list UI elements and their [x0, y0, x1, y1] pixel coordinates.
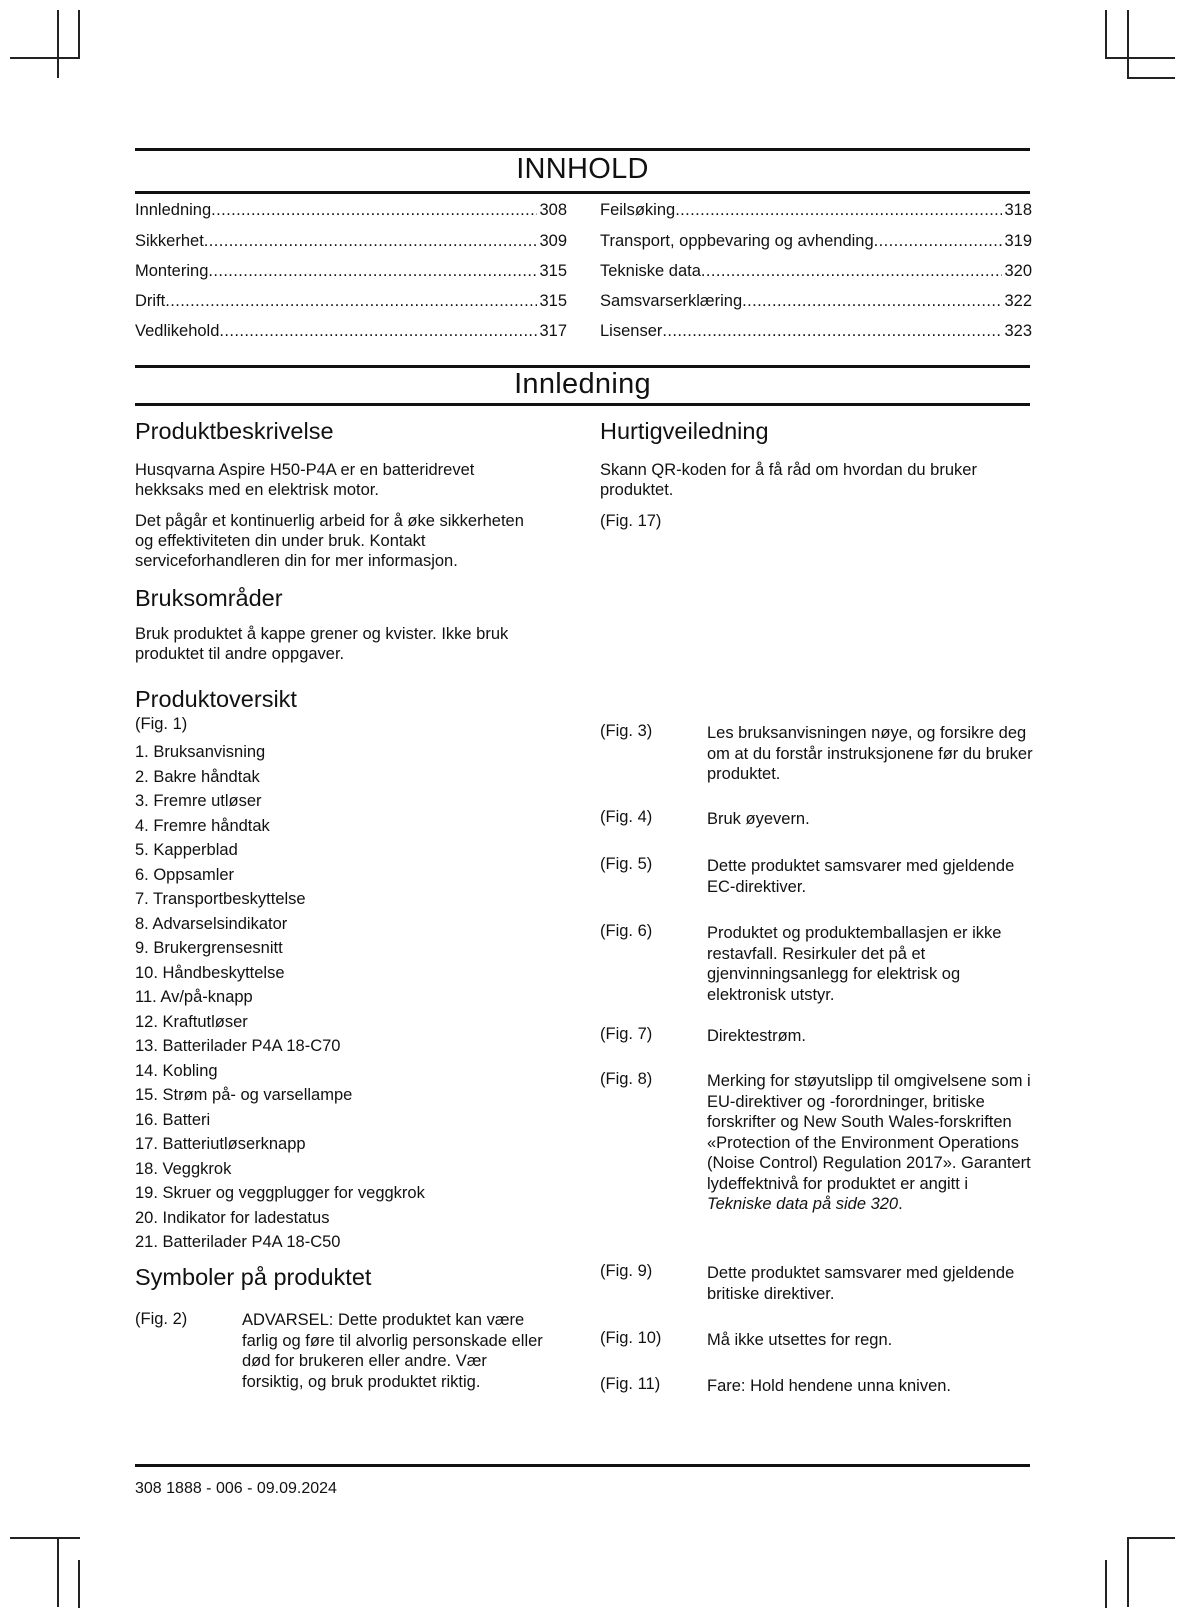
figure-description-text: Merking for støyutslipp til omgivelsene som i EU-direktiver og -forordninger, britiske forskrifter og New South Wales-forskriften «Protection of the Environment Operations (Noise Control) Regulation 2017». Garantert lydeffektnivå for produktet er angitt i — [707, 1072, 1031, 1193]
divider — [135, 148, 1030, 151]
quick-guide-p1: Skann QR-koden for å få råd om hvordan du bruker produktet. — [600, 461, 977, 499]
toc-entry-page: 323 — [1004, 322, 1032, 340]
divider — [135, 403, 1030, 406]
product-description-p2: Det pågår et kontinuerlig arbeid for å øke sikkerheten og effektiviteten din under bruk. Kontakt serviceforhandleren din for mer informasjon. — [135, 512, 524, 570]
figure-description-tail: . — [898, 1195, 903, 1213]
toc-dot-leader — [204, 232, 538, 251]
toc-entry[interactable] — [600, 322, 1032, 341]
toc-entry-label: Innledning — [135, 201, 212, 219]
figure-description — [707, 809, 1037, 830]
divider — [135, 1464, 1030, 1467]
figure-label: (Fig. 3) — [600, 722, 653, 740]
toc-dot-leader — [662, 322, 1002, 341]
list-item: 17. Batteriutløserknapp — [135, 1135, 306, 1153]
toc-dot-leader — [675, 201, 1002, 220]
figure-label: (Fig. 5) — [600, 855, 653, 873]
figure-label: (Fig. 8) — [600, 1070, 653, 1088]
list-item: 12. Kraftutløser — [135, 1012, 248, 1031]
fig-2-text: ADVARSEL: Dette produktet kan være farlig og føre til alvorlig personskade eller død for brukeren eller andre. Vær forsiktig, og bruk produktet riktig. — [242, 1311, 543, 1391]
list-item: 2. Bakre håndtak — [135, 767, 260, 786]
toc-entry[interactable] — [135, 262, 567, 281]
list-item: 4. Fremre håndtak — [135, 816, 270, 835]
figure-description-text: Direktestrøm. — [707, 1027, 806, 1045]
figure-label: (Fig. 10) — [600, 1329, 662, 1347]
toc-entry[interactable] — [135, 201, 567, 220]
figure-description — [707, 1026, 1037, 1047]
toc-entry[interactable] — [135, 232, 567, 251]
toc-entry-page: 315 — [539, 292, 567, 310]
toc-entry[interactable] — [600, 232, 1032, 251]
toc-entry[interactable] — [600, 201, 1032, 220]
crop-mark — [1127, 77, 1175, 79]
crop-mark — [1105, 57, 1175, 59]
crop-mark — [1105, 1560, 1107, 1608]
toc-dot-leader — [165, 292, 537, 311]
list-item: 9. Brukergrensesnitt — [135, 939, 283, 957]
toc-dot-leader — [701, 262, 1003, 281]
figure-label: (Fig. 7) — [600, 1025, 653, 1043]
toc-entry-page: 315 — [539, 262, 567, 280]
list-item: 21. Batterilader P4A 18-C50 — [135, 1233, 341, 1251]
quick-guide-fig: (Fig. 17) — [600, 512, 662, 530]
toc-entry-label: Feilsøking — [600, 201, 676, 219]
crop-mark — [1127, 10, 1129, 78]
toc-dot-leader — [742, 292, 1002, 311]
figure-label: (Fig. 11) — [600, 1375, 661, 1393]
toc-entry-page: 318 — [1004, 201, 1032, 219]
toc-entry-label: Drift — [135, 292, 166, 310]
figure-description — [707, 1263, 1037, 1304]
list-item: 20. Indikator for ladestatus — [135, 1208, 330, 1227]
crop-mark — [78, 1560, 80, 1608]
list-item: 6. Oppsamler — [135, 865, 235, 884]
list-item: 15. Strøm på- og varsellampe — [135, 1086, 353, 1104]
cross-reference-link[interactable]: Tekniske data på side 320 — [707, 1195, 899, 1213]
divider — [135, 191, 1030, 194]
figure-description-text: Fare: Hold hendene unna kniven. — [707, 1377, 952, 1395]
crop-mark — [10, 57, 80, 59]
heading-product-description: Produktbeskrivelse — [135, 418, 334, 444]
toc-entry-label: Transport, oppbevaring og avhending — [600, 232, 874, 250]
list-item: 3. Fremre utløser — [135, 792, 262, 810]
list-item: 11. Av/på-knapp — [135, 988, 253, 1006]
heading-usage: Bruksområder — [135, 585, 283, 611]
toc-title: INNHOLD — [516, 153, 649, 185]
toc-entry-label: Vedlikehold — [135, 322, 220, 340]
figure-description-text: Dette produktet samsvarer med gjeldende EC-direktiver. — [707, 857, 1015, 896]
list-item: 7. Transportbeskyttelse — [135, 890, 306, 908]
toc-entry-page: 308 — [539, 201, 567, 219]
toc-entry-page: 320 — [1004, 262, 1032, 280]
list-item: 14. Kobling — [135, 1061, 218, 1080]
figure-description-text: Dette produktet samsvarer med gjeldende britiske direktiver. — [707, 1264, 1015, 1303]
crop-mark — [57, 1537, 59, 1607]
footer-text: 308 1888 - 006 - 09.09.2024 — [135, 1480, 337, 1497]
figure-label: (Fig. 6) — [600, 922, 653, 940]
toc-dot-leader — [874, 232, 1003, 251]
toc-entry-page: 322 — [1004, 292, 1032, 310]
figure-description-text: Bruk øyevern. — [707, 810, 810, 828]
heading-quick-guide: Hurtigveiledning — [600, 418, 769, 444]
figure-description — [707, 923, 1037, 1005]
list-item: 16. Batteri — [135, 1110, 211, 1129]
figure-label: (Fig. 4) — [600, 808, 653, 826]
toc-entry-label: Montering — [135, 262, 209, 280]
overview-fig: (Fig. 1) — [135, 715, 188, 733]
crop-mark — [78, 10, 80, 58]
list-item: 13. Batterilader P4A 18-C70 — [135, 1037, 341, 1055]
toc-entry[interactable] — [135, 322, 567, 341]
list-item: 8. Advarselsindikator — [135, 914, 288, 933]
toc-entry-page: 309 — [539, 232, 567, 250]
figure-description — [707, 723, 1037, 785]
crop-mark — [1127, 1537, 1129, 1607]
toc-entry[interactable] — [600, 292, 1032, 311]
figure-description-text: Produktet og produktemballasjen er ikke restavfall. Resirkuler det på et gjenvinningsanlegg for elektrisk og elektronisk utstyr. — [707, 924, 1002, 1004]
crop-mark — [1105, 10, 1107, 58]
list-item: 1. Bruksanvisning — [135, 743, 266, 761]
list-item: 5. Kapperblad — [135, 841, 238, 859]
crop-mark — [57, 57, 59, 78]
toc-dot-leader — [208, 262, 537, 281]
figure-description — [707, 1376, 1037, 1397]
figure-label: (Fig. 9) — [600, 1262, 653, 1280]
toc-entry-page: 319 — [1004, 232, 1032, 250]
toc-dot-leader — [211, 201, 537, 220]
toc-entry-page: 317 — [539, 322, 567, 340]
product-description-p1: Husqvarna Aspire H50-P4A er en batteridrevet hekksaks med en elektrisk motor. — [135, 461, 475, 499]
figure-description-text: Les bruksanvisningen nøye, og forsikre deg om at du forstår instruksjonene før du bruker produktet. — [707, 724, 1033, 783]
heading-symbols: Symboler på produktet — [135, 1264, 372, 1290]
toc-dot-leader — [219, 322, 537, 341]
toc-entry-label: Lisenser — [600, 322, 663, 340]
list-item: 18. Veggkrok — [135, 1159, 232, 1178]
fig-2-label: (Fig. 2) — [135, 1310, 188, 1328]
figure-description — [707, 856, 1037, 897]
toc-entry[interactable] — [135, 292, 567, 311]
list-item: 10. Håndbeskyttelse — [135, 963, 285, 982]
crop-mark — [1127, 1537, 1175, 1539]
toc-entry-label: Tekniske data — [600, 262, 701, 280]
figure-description — [707, 1071, 1037, 1215]
figure-description — [707, 1330, 1037, 1351]
toc-entry-label: Samsvarserklæring — [600, 292, 743, 310]
toc-entry-label: Sikkerhet — [135, 232, 204, 250]
figure-description-text: Må ikke utsettes for regn. — [707, 1331, 893, 1349]
heading-overview: Produktoversikt — [135, 686, 297, 712]
usage-p1: Bruk produktet å kappe grener og kvister. Ikke bruk produktet til andre oppgaver. — [135, 625, 509, 663]
toc-entry[interactable] — [600, 262, 1032, 281]
crop-mark — [10, 1537, 80, 1539]
list-item: 19. Skruer og veggplugger for veggkrok — [135, 1184, 425, 1202]
section-title: Innledning — [514, 368, 651, 400]
